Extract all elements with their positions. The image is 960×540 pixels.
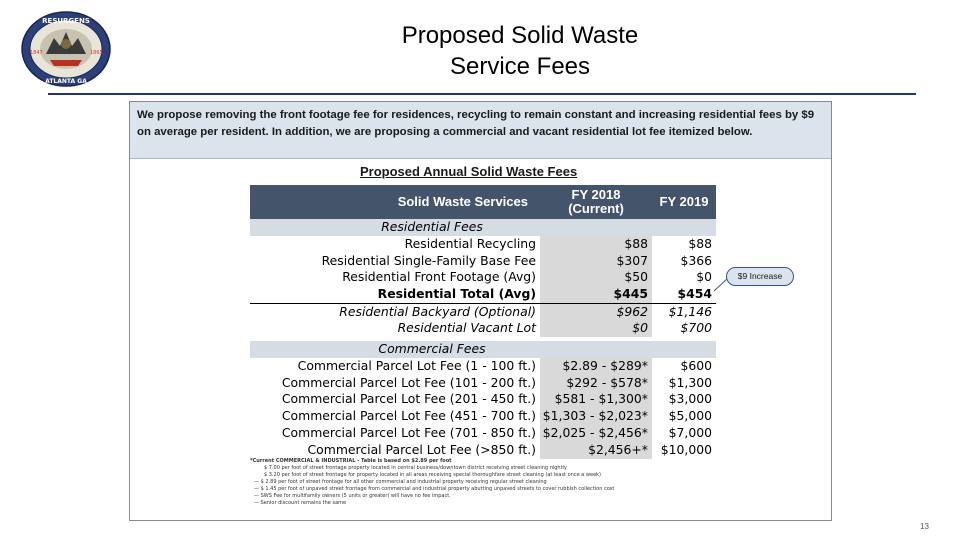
row-fy2018: $292 - $578* [540,375,652,392]
row-fy2018: $50 [540,269,652,286]
commercial-section-label: Commercial Fees [250,341,540,358]
row-fy2018: $581 - $1,300* [540,391,652,408]
slide-title-line2: Service Fees [449,53,591,80]
seal-text-bottom: ATLANTA GA [45,78,87,85]
table-row [250,375,716,392]
total-fy2018: $445 [540,286,652,303]
table-row [250,320,716,337]
table-row [250,391,716,408]
table-row [250,236,716,253]
row-fy2018: $88 [540,236,652,253]
table-row [250,442,716,459]
row-fy2019: $0 [696,269,712,285]
header-service: Solid Waste Services [397,193,528,209]
table-row [250,425,716,442]
row-service: Commercial Parcel Lot Fee (1 - 100 ft.) [297,357,536,373]
row-service: Commercial Parcel Lot Fee (>850 ft.) [307,441,536,457]
page-number: 13 [920,522,929,531]
footnote-head: *Current COMMERCIAL & INDUSTRIAL - Table is based on $2.89 per foot [250,458,452,464]
increase-callout: $9 Increase [726,267,794,286]
commercial-table [250,341,716,459]
table-header-row [250,185,716,219]
row-service: Residential Vacant Lot [397,319,536,335]
row-fy2019: $366 [680,252,712,268]
row-fy2019: $7,000 [668,424,712,440]
fee-document [129,101,832,521]
header-fy2018-line1: FY 2018 [571,187,621,202]
row-fy2019: $3,000 [668,391,712,407]
row-service: Residential Recycling [404,235,536,251]
row-fy2019: $10,000 [660,441,712,457]
footnote-item: — SWS Fee for multifamily owners (5 units or greater) will have no fee impact. [254,493,451,499]
footnote-item: — $ 1.45 per foot of unpaved street frontage from commercial and industrial property abutting unpaved streets to cover rubbish collection cost [254,486,615,492]
residential-table [250,185,716,337]
table-title: Proposed Annual Solid Waste Fees [360,164,578,179]
table-row [250,303,716,320]
row-fy2018: $2,456+* [540,442,652,459]
table-row [250,358,716,375]
footnote-sub: $ 3.20 per foot of street frontage for property located in all areas receiving special thoroughfare street cleaning (at least once a week) [264,472,601,478]
row-fy2019: $700 [680,319,712,335]
row-fy2018: $2.89 - $289* [540,358,652,375]
residential-total-row [250,286,716,303]
seal-year-right: 1865 [90,50,103,56]
row-fy2019: $1,146 [668,303,712,319]
row-fy2019: $600 [680,357,712,373]
footnote-item: — $ 2.89 per foot of street frontage for all other commercial and industrial property receiving regular street cleaning [254,479,547,485]
seal-text-top: RESURGENS [42,17,90,25]
row-service: Commercial Parcel Lot Fee (701 - 850 ft.) [281,424,536,440]
total-service: Residential Total (Avg) [377,286,536,302]
row-fy2019: $5,000 [668,408,712,424]
row-service: Residential Single-Family Base Fee [321,252,536,268]
row-fy2019: $1,300 [668,374,712,390]
table-row [250,253,716,270]
residential-section-label: Residential Fees [250,219,540,236]
header-fy2018 [540,185,652,219]
row-fy2019: $88 [688,235,712,251]
footnote-sub: $ 7.00 per foot of street frontage property located in central business/downtown district receiving street cleaning nightly [264,465,567,471]
seal-year-left: 1847 [30,50,43,56]
row-service: Commercial Parcel Lot Fee (101 - 200 ft.) [281,374,536,390]
title-divider [48,93,916,95]
row-service: Residential Front Footage (Avg) [342,269,536,285]
row-service: Commercial Parcel Lot Fee (451 - 700 ft.) [281,408,536,424]
slide-title-line1: Proposed Solid Waste [401,22,639,49]
residential-section-row [250,219,716,236]
row-fy2018: $2,025 - $2,456* [540,425,652,442]
row-service: Commercial Parcel Lot Fee (201 - 450 ft.) [281,391,536,407]
footnote-item: — Senior discount remains the same [254,500,347,506]
slide-title [300,20,740,82]
total-fy2019: $454 [677,286,712,302]
intro-paragraph: We propose removing the front footage fee for residences, recycling to remain constant and increasing residential fees by $9 on average per resident. In addition, we are proposing a commercial and vacant residential lot fee itemized below. [130,102,831,159]
header-fy2018-line2: (Current) [568,201,624,216]
table-row [250,408,716,425]
commercial-section-row [250,341,716,358]
footnotes [250,458,810,507]
table-row [250,269,716,286]
row-fy2018: $962 [540,304,652,320]
row-fy2018: $0 [540,320,652,337]
header-fy2019: FY 2019 [659,193,709,209]
row-fy2018: $1,303 - $2,023* [540,408,652,425]
city-seal-logo [20,10,112,88]
row-fy2018: $307 [540,253,652,270]
row-service: Residential Backyard (Optional) [339,303,536,319]
